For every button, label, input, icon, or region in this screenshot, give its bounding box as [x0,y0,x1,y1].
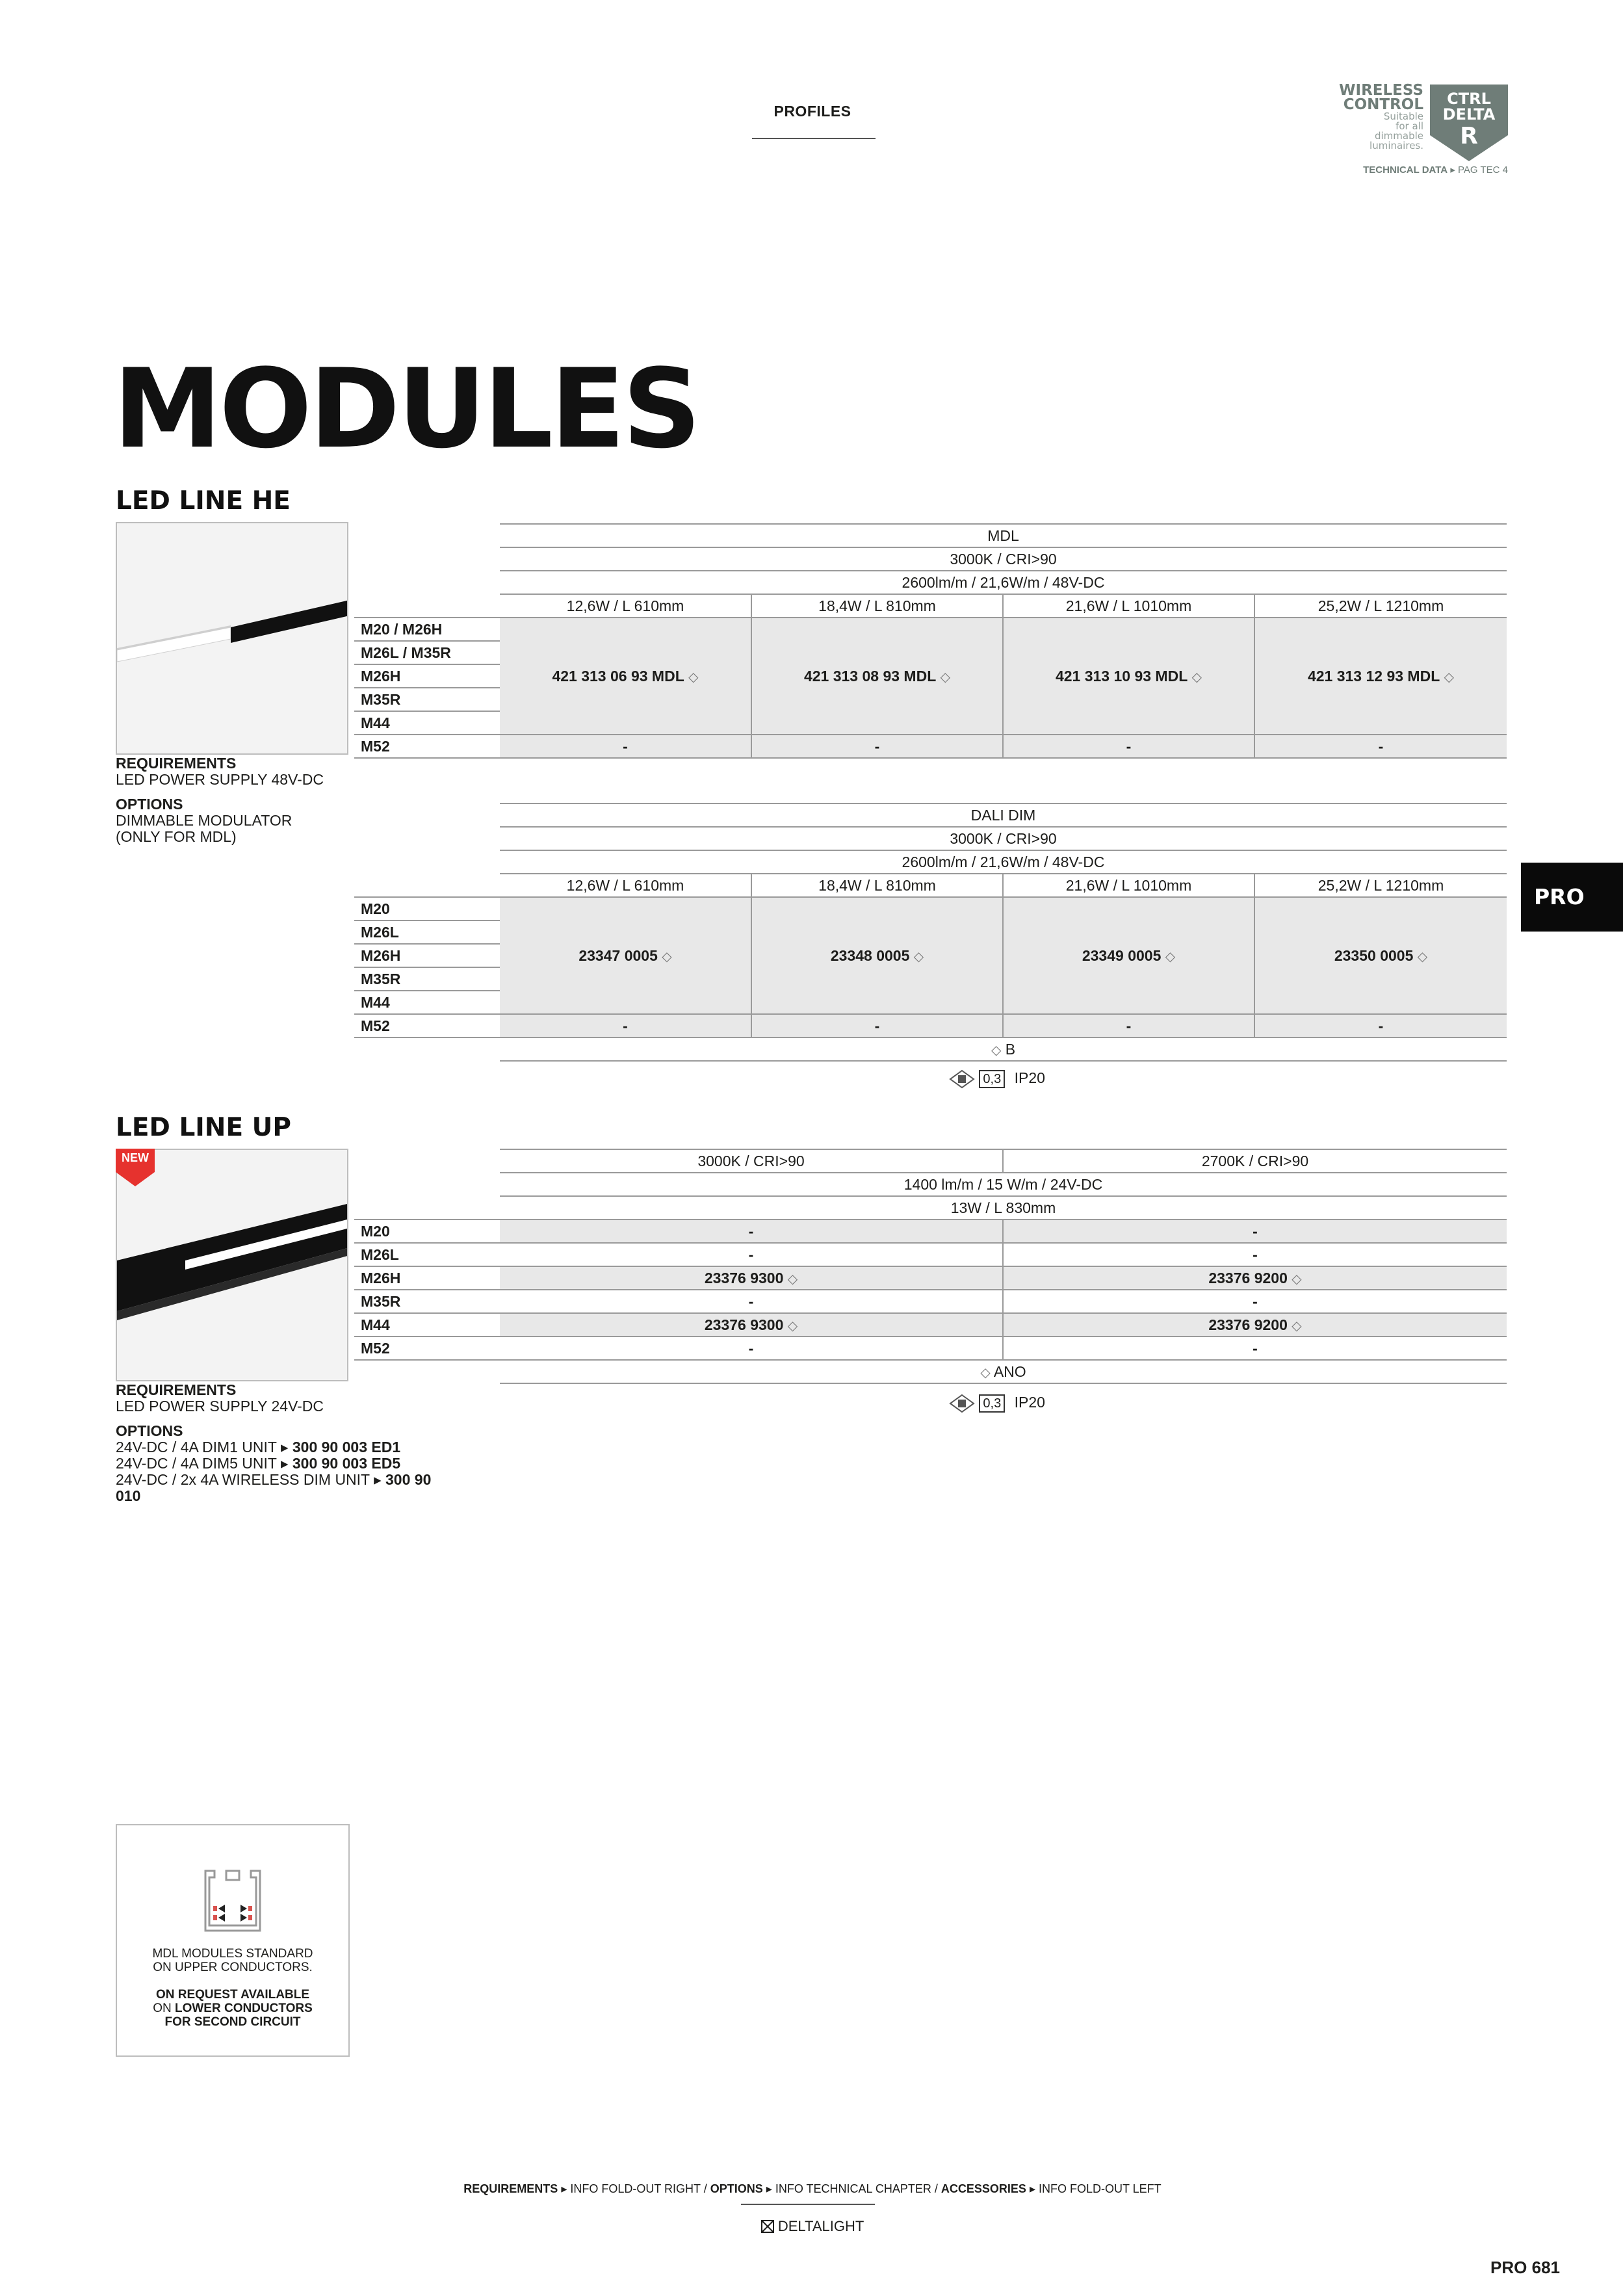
up-length-spec: 13W / L 830mm [500,1196,1507,1220]
dali-code-cell [1003,897,1254,1014]
diamond-icon: ◇ [980,1365,991,1380]
table-row [354,1243,1507,1266]
mdl-header: MDL [500,524,1507,547]
dali-color-temp: 3000K / CRI>90 [500,827,1507,850]
mdl-m52-cell: - [500,735,751,758]
up-row-label: M26H [354,1266,500,1290]
ip-value: 0,3 [979,1394,1005,1413]
ip-rating: IP20 [1014,1394,1045,1411]
dali-col-header: 21,6W / L 1010mm [1003,874,1254,897]
he-opt-line1: DIMMABLE MODULATOR [116,812,292,829]
diamond-icon: ◇ [1292,1318,1302,1333]
footer-acc-label: ACCESSORIES [941,2182,1026,2195]
diamond-icon: ◇ [787,1318,798,1333]
ip-rating: IP20 [1014,1069,1045,1087]
up-col-header: 3000K / CRI>90 [500,1149,1003,1173]
up-option-item [116,1455,454,1472]
page-title: MODULES [113,345,699,473]
dali-code-cell [500,897,751,1014]
mdl-col-header: 12,6W / L 610mm [500,594,751,618]
he-ip-rating [949,1069,1105,1089]
dali-m52-cell: - [1003,1014,1254,1037]
mdl-code-cell [1003,618,1254,735]
page-number: PRO 681 [1490,2258,1560,2277]
section-led-line-he-title: LED LINE HE [116,486,291,515]
wireless-line1: WIRELESS [1339,82,1423,99]
footer-legend [260,2182,1365,2196]
note-line1: MDL MODULES STANDARD [152,1947,313,1961]
dali-m52-cell: - [500,1014,751,1037]
diamond-icon: ◇ [991,1043,1002,1058]
diamond-icon: ◇ [1165,949,1176,964]
led-line-up-table [354,1149,1507,1384]
footer-req-text: INFO FOLD-OUT RIGHT / [570,2182,707,2195]
dali-code-cell [1254,897,1507,1014]
ctrl-delta-badge-text [1430,91,1508,122]
up-cell: - [1003,1220,1507,1243]
mdl-col-header: 25,2W / L 1210mm [1254,594,1507,618]
up-cell: - [748,1339,754,1357]
section-title-underline [752,138,876,139]
mdl-row-label: M35R [354,688,500,711]
triangle-arrow-icon: ▸ [766,2182,772,2195]
diamond-icon: ◇ [688,670,699,685]
dali-row-label: M35R [354,967,500,991]
dali-row-label: M20 [354,897,500,920]
diamond-icon: ◇ [1292,1272,1302,1286]
note-line4 [116,2002,350,2015]
up-row-label: M20 [354,1220,500,1243]
up-row-label: M52 [354,1337,500,1360]
table-row [354,1266,1507,1290]
dali-finish-row [500,1037,1507,1061]
dali-m52-cell: - [1254,1014,1507,1037]
note-standard [116,1947,350,1974]
product-code[interactable]: 23376 9300 [704,1269,784,1286]
mdl-row-label: M26H [354,664,500,688]
mdl-m52-cell: - [1003,735,1254,758]
dali-row-label: M44 [354,991,500,1014]
note-line3: ON REQUEST AVAILABLE [155,1988,310,2002]
dali-dim-table [354,803,1507,1062]
triangle-arrow-icon: ▸ [561,2182,567,2195]
note-on-request [116,1988,350,2029]
up-cell [500,1313,1003,1337]
mdl-col-header: 18,4W / L 810mm [751,594,1003,618]
led-line-up-requirements [116,1382,454,1504]
brand-name: DELTALIGHT [777,2218,864,2234]
mdl-row-label: M20 / M26H [354,618,500,641]
class-insulation-icon [949,1394,975,1413]
brand-logo [747,2218,877,2235]
footer-divider [741,2204,875,2205]
footer-acc-text: INFO FOLD-OUT LEFT [1039,2182,1162,2195]
option-code[interactable]: 300 90 003 ED1 [292,1439,401,1455]
diamond-icon: ◇ [940,670,951,685]
he-req-text: LED POWER SUPPLY 48V-DC [116,771,324,788]
up-ip-rating [949,1394,1105,1413]
tech-label: TECHNICAL DATA [1363,164,1448,176]
mdl-row-label: M26L / M35R [354,641,500,664]
up-cell: - [500,1243,1003,1266]
footer-opt-text: INFO TECHNICAL CHAPTER / [775,2182,938,2195]
option-code[interactable]: 300 90 010 [116,1471,432,1504]
dali-row-label: M26H [354,944,500,967]
note-line2: ON UPPER CONDUCTORS. [153,1961,313,1974]
class-insulation-icon [949,1069,975,1089]
product-code[interactable]: 421 313 10 93 MDL [1055,667,1188,685]
section-led-line-up-title: LED LINE UP [116,1113,291,1142]
diamond-icon: ◇ [1417,949,1428,964]
diamond-icon: ◇ [913,949,924,964]
up-cell [1003,1266,1507,1290]
deltalight-logo-icon [761,2220,774,2233]
mdl-lumen-spec: 2600lm/m / 21,6W/m / 48V-DC [500,571,1507,594]
note-line4-pre: ON [153,2002,172,2015]
led-line-he-image [116,522,348,755]
product-code[interactable]: 23376 9200 [1208,1269,1288,1286]
triangle-arrow-icon: ▸ [280,1439,289,1455]
he-req-heading: REQUIREMENTS [116,755,237,772]
up-opt-heading: OPTIONS [116,1422,183,1439]
up-cell: - [500,1220,1003,1243]
up-row-label: M35R [354,1290,500,1313]
up-req-heading: REQUIREMENTS [116,1381,237,1398]
note-line4-bold: LOWER CONDUCTORS [174,2002,313,2015]
section-title: PROFILES [773,103,851,120]
footer-req-label: REQUIREMENTS [463,2182,558,2195]
table-row [354,1313,1507,1337]
mdl-code-cell [1254,618,1507,735]
led-line-he-illustration [117,523,348,755]
dali-row-label: M26L [354,920,500,944]
up-cell: - [1003,1290,1507,1313]
diamond-icon: ◇ [1444,670,1455,685]
mdl-table [354,523,1507,759]
wireless-sub4: luminaires. [1370,140,1423,151]
product-code[interactable]: 23347 0005 [578,946,658,964]
mdl-m52-cell: - [1254,735,1507,758]
mdl-col-header: 21,6W / L 1010mm [1003,594,1254,618]
up-row-label: M26L [354,1243,500,1266]
wireless-sub2: for all [1396,120,1423,132]
option-text: 24V-DC / 4A DIM1 UNIT [116,1439,277,1455]
dali-col-header: 25,2W / L 1210mm [1254,874,1507,897]
product-code[interactable]: 23349 0005 [1082,946,1162,964]
table-row [354,1220,1507,1243]
option-text: 24V-DC / 2x 4A WIRELESS DIM UNIT [116,1471,370,1488]
finish-code: ANO [993,1363,1026,1380]
mdl-row-label: M52 [354,735,500,758]
up-cell: - [1003,1337,1507,1360]
track-profile-icon [200,1866,265,1937]
up-req-text: LED POWER SUPPLY 24V-DC [116,1398,324,1415]
dali-col-header: 12,6W / L 610mm [500,874,751,897]
note-line5: FOR SECOND CIRCUIT [164,2015,301,2029]
product-code[interactable]: 23376 9200 [1208,1316,1288,1333]
table-row [354,1337,1507,1360]
triangle-arrow-icon: ▸ [280,1455,289,1472]
mdl-m52-cell: - [751,735,1003,758]
product-code[interactable]: 23376 9300 [704,1316,784,1333]
product-code[interactable]: 421 313 08 93 MDL [803,667,937,685]
mdl-code-cell [751,618,1003,735]
wireless-control-label [1313,83,1423,151]
dali-code-cell [751,897,1003,1014]
mdl-row-label: M44 [354,711,500,735]
badge-line3: R [1460,123,1478,150]
badge-line2: DELTA [1442,105,1496,124]
wireless-line2: CONTROL [1343,96,1423,113]
up-cell: - [1003,1243,1507,1266]
diamond-icon: ◇ [662,949,672,964]
side-tab-pro[interactable]: PRO [1521,863,1623,932]
product-code[interactable]: 23348 0005 [830,946,910,964]
triangle-arrow-icon: ▸ [374,1471,382,1488]
product-code[interactable]: 421 313 06 93 MDL [552,667,684,685]
diamond-icon: ◇ [1191,670,1202,685]
product-code[interactable]: 23350 0005 [1334,946,1414,964]
product-code[interactable]: 421 313 12 93 MDL [1307,667,1440,685]
up-finish-row [500,1360,1507,1383]
up-col-header: 2700K / CRI>90 [1003,1149,1507,1173]
up-lumen-spec: 1400 lm/m / 15 W/m / 24V-DC [500,1173,1507,1196]
up-row-label: M44 [354,1313,500,1337]
dali-col-header: 18,4W / L 810mm [751,874,1003,897]
ip-value: 0,3 [979,1070,1005,1088]
up-option-item [116,1439,454,1455]
triangle-arrow-icon: ▸ [1450,164,1455,176]
option-code[interactable]: 300 90 003 ED5 [292,1455,401,1472]
wireless-sub3: dimmable [1374,130,1423,142]
he-opt-heading: OPTIONS [116,796,183,813]
dali-m52-cell: - [751,1014,1003,1037]
diamond-icon: ◇ [787,1272,798,1286]
new-badge-text: NEW [122,1151,149,1164]
up-cell [1003,1313,1507,1337]
triangle-arrow-icon: ▸ [1029,2182,1035,2195]
up-cell [500,1266,1003,1290]
badge-line1: CTRL [1447,90,1491,108]
dali-header: DALI DIM [500,803,1507,827]
he-opt-line2: (ONLY FOR MDL) [116,828,237,845]
dali-row-label: M52 [354,1014,500,1037]
wireless-sub1: Suitable [1383,111,1423,122]
up-option-item [116,1472,454,1504]
tech-ref: PAG TEC 4 [1458,164,1508,176]
dali-lumen-spec: 2600lm/m / 21,6W/m / 48V-DC [500,850,1507,874]
up-cell: - [500,1290,1003,1313]
footer-opt-label: OPTIONS [710,2182,763,2195]
finish-code: B [1005,1040,1016,1058]
mdl-color-temp: 3000K / CRI>90 [500,547,1507,571]
technical-data-ref [1274,164,1508,176]
mdl-code-cell [500,618,751,735]
option-text: 24V-DC / 4A DIM5 UNIT [116,1455,277,1472]
table-row [354,1290,1507,1313]
